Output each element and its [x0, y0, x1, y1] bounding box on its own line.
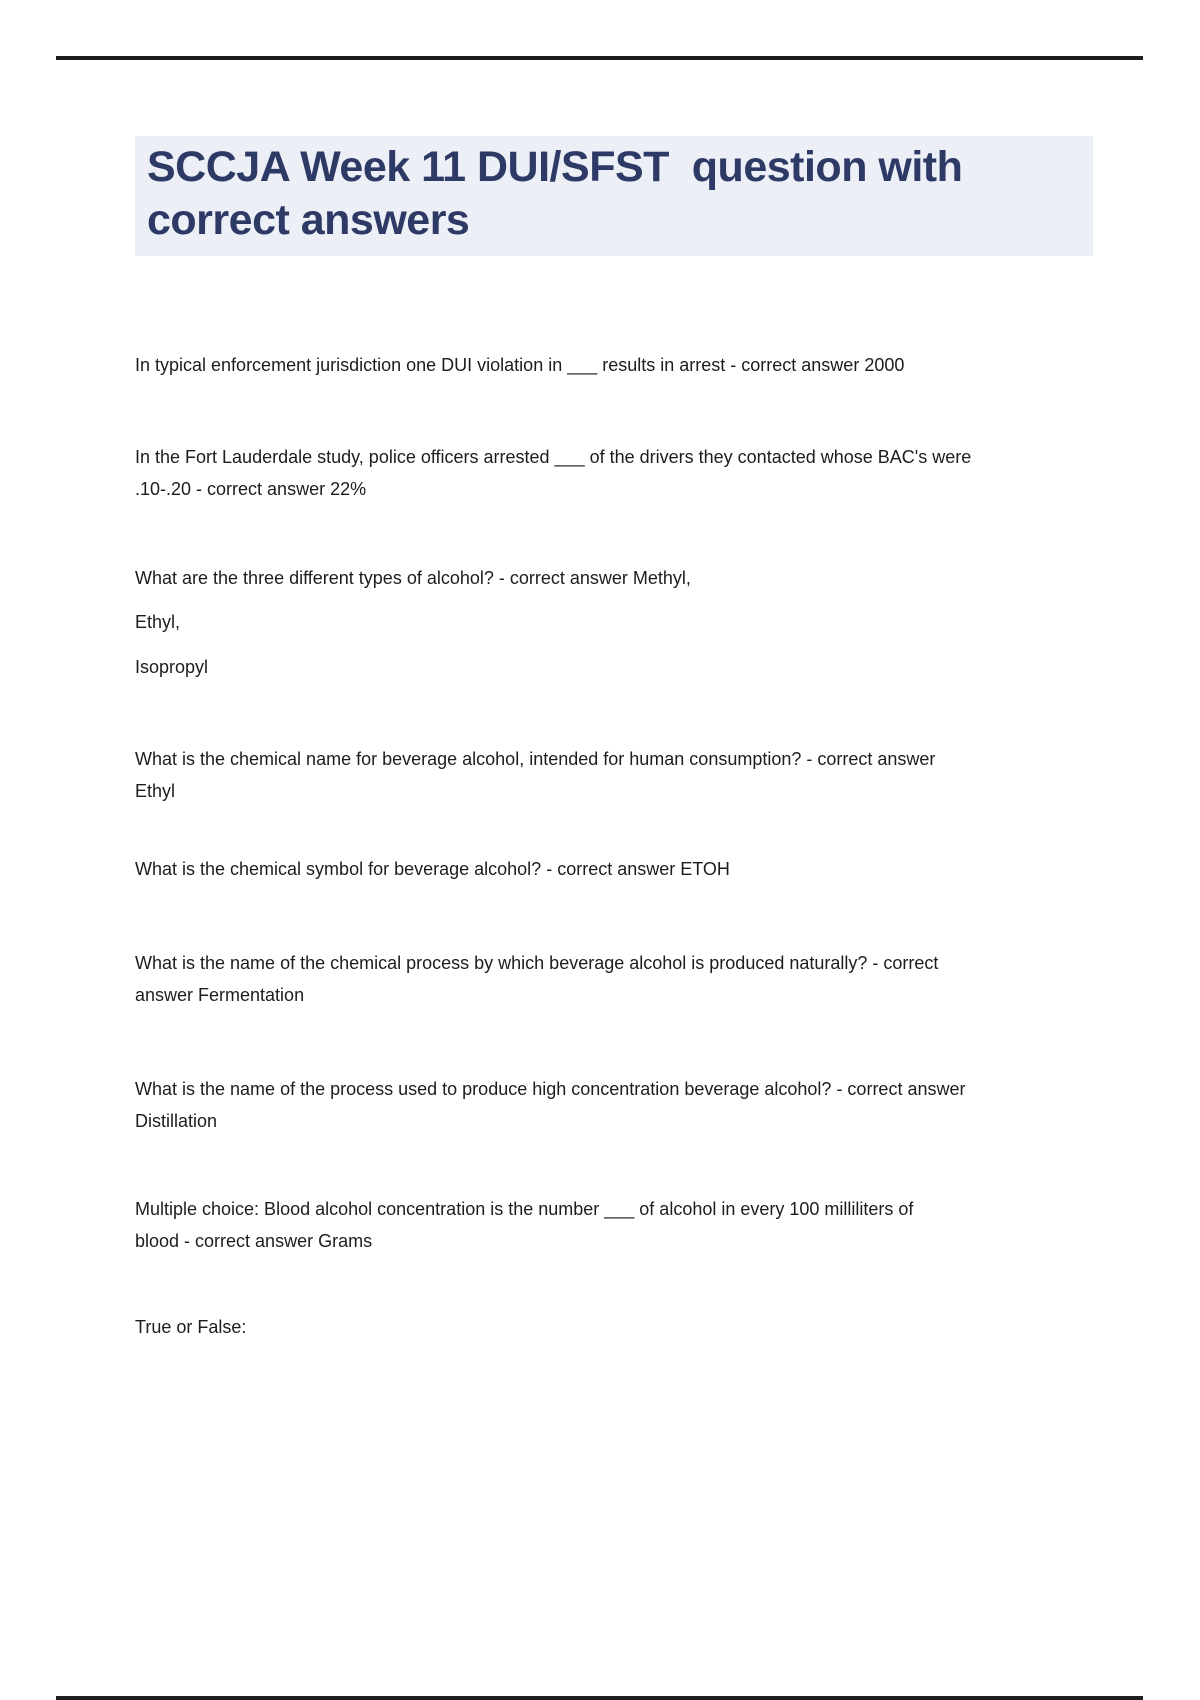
qa-paragraph	[135, 1193, 1075, 1257]
qa-answer-line	[135, 651, 1075, 683]
qa-line: What is the name of the process used to produce high concentration beverage alcohol? - correct answer	[135, 1079, 966, 1099]
qa-paragraph	[135, 441, 1075, 505]
qa-line: Distillation	[135, 1111, 218, 1131]
qa-paragraph	[135, 743, 1075, 807]
qa-line: Ethyl,	[135, 612, 181, 632]
qa-paragraph	[135, 947, 1075, 1011]
page-title-line-2: correct answers	[147, 196, 470, 244]
qa-paragraph	[135, 349, 1075, 381]
page-title	[135, 136, 1093, 256]
qa-line: In the Fort Lauderdale study, police officers arrested ___ of the drivers they contacted whose BAC's were	[135, 447, 972, 467]
qa-line: What are the three different types of alcohol? - correct answer Methyl,	[135, 568, 691, 588]
qa-line: .10-.20 - correct answer 22%	[135, 479, 367, 499]
qa-line: What is the chemical name for beverage alcohol, intended for human consumption? - correct answer	[135, 749, 936, 769]
qa-line: What is the chemical symbol for beverage alcohol? - correct answer ETOH	[135, 859, 730, 879]
qa-line: In typical enforcement jurisdiction one DUI violation in ___ results in arrest - correct answer 2000	[135, 355, 905, 375]
top-divider	[56, 56, 1143, 60]
qa-line: True or False:	[135, 1317, 247, 1337]
qa-paragraph	[135, 1311, 1075, 1343]
qa-answer-line	[135, 606, 1075, 638]
qa-paragraph	[135, 853, 1075, 885]
page-title-line-1: SCCJA Week 11 DUI/SFST question with	[147, 143, 963, 191]
qa-line: Ethyl	[135, 781, 176, 801]
bottom-divider	[56, 1696, 1143, 1700]
qa-line: blood - correct answer Grams	[135, 1231, 373, 1251]
qa-paragraph	[135, 562, 1075, 594]
qa-line: answer Fermentation	[135, 985, 305, 1005]
qa-line: Isopropyl	[135, 657, 209, 677]
qa-line: Multiple choice: Blood alcohol concentration is the number ___ of alcohol in every 100 milliliters of	[135, 1199, 914, 1219]
qa-line: What is the name of the chemical process by which beverage alcohol is produced naturally? - correct	[135, 953, 939, 973]
qa-paragraph	[135, 1073, 1075, 1137]
